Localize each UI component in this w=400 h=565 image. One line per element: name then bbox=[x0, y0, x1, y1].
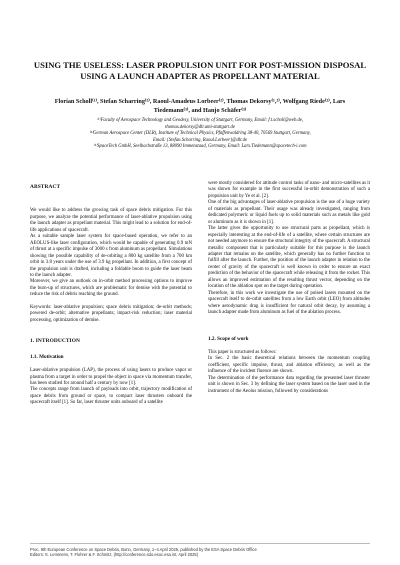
author-list bbox=[30, 98, 370, 115]
left-column bbox=[30, 184, 192, 407]
footer-line-2: Editors: S. Lemmens, T. Flohrer & F. Schmitz, (http://conference.sdo.esoc.esa.int, April 2025) bbox=[30, 552, 199, 558]
authors-line-1: Florian Scholl⁽¹⁾, Stefan Scharring⁽²⁾, Raoul-Amadeus Lorbeer⁽²⁾, Thomas Dekorsy⁽¹,²⁾, Wolfgang Riede⁽²⁾, Lars bbox=[54, 98, 346, 105]
abstract-heading: ABSTRACT bbox=[30, 184, 61, 190]
affiliation-3: ⁽³⁾SpaceTech GmbH, Seelbachstraße 13, 88090 Immenstaad, Germany, Email: Lars.Tiedemann@spacetech-i.com bbox=[93, 144, 307, 149]
scope-heading: 1.2. Scope of work bbox=[208, 335, 249, 342]
affiliation-1: ⁽¹⁾Faculty of Aerospace Technology and Geodesy, University of Stuttgart, Germany, Email: f.t.scholl@web.de, bbox=[96, 118, 304, 123]
authors-line-2: Tiedemann⁽³⁾, and Hanjo Schäfer⁽³⁾ bbox=[153, 106, 247, 114]
affiliation-2: ⁽²⁾German Aerospace Center (DLR), Institute of Technical Physics, Pfaffenwaldring 38-40, 70569 Stuttgart, Germany, bbox=[89, 131, 311, 136]
motivation-heading: 1.1. Motivation bbox=[30, 353, 64, 360]
keywords: Keywords: laser-ablative propulsion; space debris mitigation; de-orbit methods; powered de-orbit; alternative propellants; impact-risk reduction; laser material processing, optimization of demise. bbox=[30, 304, 192, 323]
page-footer bbox=[30, 547, 370, 558]
body-paragraph: The latter gives the opportunity to use structural parts as propellant, which is especially interesting at the end-of-life of a satellite, where certain structures are not needed anymore to ensure the structural integrity of the spacecraft. A structural metallic component that is particularly suitable for this purpose is the launch adapter that remains on the satellite, which generally has no further function to fulfill after the launch. Further, the position of the launch adapter in relation to the center of gravity of the spacecraft is well known in order to ensure an exact prediction of the behavior of the spacecraft while releasing it from the rocket. This allows an improved estimation of the resulting thrust vector, depending on the location of the ablation spot on the target during operation. bbox=[208, 226, 371, 290]
right-column bbox=[208, 181, 370, 395]
affiliation-2-email: Email: {Stefan.Scharring, Raoul.Lorbeer}@dlr.de bbox=[153, 137, 247, 143]
abstract-body bbox=[30, 208, 192, 298]
title-line-1: USING THE USELESS: LASER PROPULSION UNIT FOR POST-MISSION DISPOSAL bbox=[33, 60, 367, 70]
body-paragraph: Laser-ablative propulsion (LAP), the process of using lasers to produce vapor or plasma from a target in order to propel the object in space via momentum transfer, has been studied for around half a century by now [1]. bbox=[30, 368, 192, 386]
abstract-paragraph: We would like to address the growing task of space debris mitigation. For this purpose, we analyze the potential performance of laser-ablative propulsion using the launch adapter as propellant material. This might lead to a solution for end-of-life applications of spacecraft. bbox=[30, 208, 192, 233]
body-paragraph: The determination of the performance data regarding the presented laser thruster unit is shown in Sec. 3 by defining the laser system based on the laser used in the instrument of the Aeolus mission, followed by considerations bbox=[208, 375, 370, 394]
body-paragraph: Therefore, in this work we investigate the use of pulsed lasers mounted on the spacecraft itself to de-orbit satellites from a low Earth orbit (LEO) from altitudes where aerodynamic drag is insufficient for natural orbit decay, by assuming a launch adapter made from aluminum as fuel of the ablation process. bbox=[208, 290, 370, 316]
footer-divider bbox=[30, 543, 370, 544]
body-paragraph: were mostly considered for attitude control tasks of nano- and micro-satellites as it was shown for example in the first successful in-orbit demonstration of such a propulsion unit by Ye et al. [2]. bbox=[208, 181, 370, 199]
paper-title bbox=[30, 60, 370, 81]
footer-line-1: Proc. 9th European Conference on Space Debris, Bonn, Germany, 1–4 April 2025, published by the ESA Space Debris Office bbox=[30, 547, 257, 552]
body-paragraph: In Sec. 2 the basic theoretical relations between the momentum coupling coefficient, specific impulse, thrust, and ablation efficiency, as well as the influence of the incident fluence are shown. bbox=[208, 356, 370, 375]
body-paragraph: The concepts range from launch of payloads into orbit, trajectory modification of space debris from ground or space, to compact laser thrusters onboard the spacecraft itself [1]. So far, laser thruster units onboard of a satellite bbox=[30, 387, 192, 406]
body-paragraph: One of the big advantages of laser-ablative propulsion is the use of a huge variety of materials as propellant. Their usage was already investigated, ranging from dedicated polymeric or liquid fuels up to solid materials such as metals like gold or aluminum as it is shown in [1]. bbox=[208, 200, 370, 225]
abstract-paragraph: Moreover, we give an outlook on in-orbit method processing options to improve the burn-up of structures, which are problematic for demise with the potential to reduce the risk of debris reaching the ground. bbox=[30, 279, 192, 298]
title-line-2: USING A LAUNCH ADAPTER AS PROPELLANT MATERIAL bbox=[80, 70, 320, 81]
affiliations bbox=[40, 118, 360, 151]
body-paragraph: This paper is structured as follows: bbox=[208, 349, 277, 355]
introduction-heading: 1. INTRODUCTION bbox=[30, 338, 81, 345]
abstract-paragraph: As a suitable sample laser system for space-based operation, we refer to an AEOLUS-like laser configuration, which would be capable of generating 0.9 mN of thrust at a specific impulse of 3000 s from aluminum as propellant. Simulations showing the possible capability of de-orbiting a 800 kg satellite from a 700 km orbit in 3.8 years under the use of 3.9 kg propellant. In addition, a first concept of the propulsion unit is drafted, including a foldable boom to guide the laser beam to the launch adapter. bbox=[30, 234, 192, 278]
affiliation-1-email: thomas.dekorsy@dlr.ami-stuttgart.de bbox=[165, 124, 235, 130]
